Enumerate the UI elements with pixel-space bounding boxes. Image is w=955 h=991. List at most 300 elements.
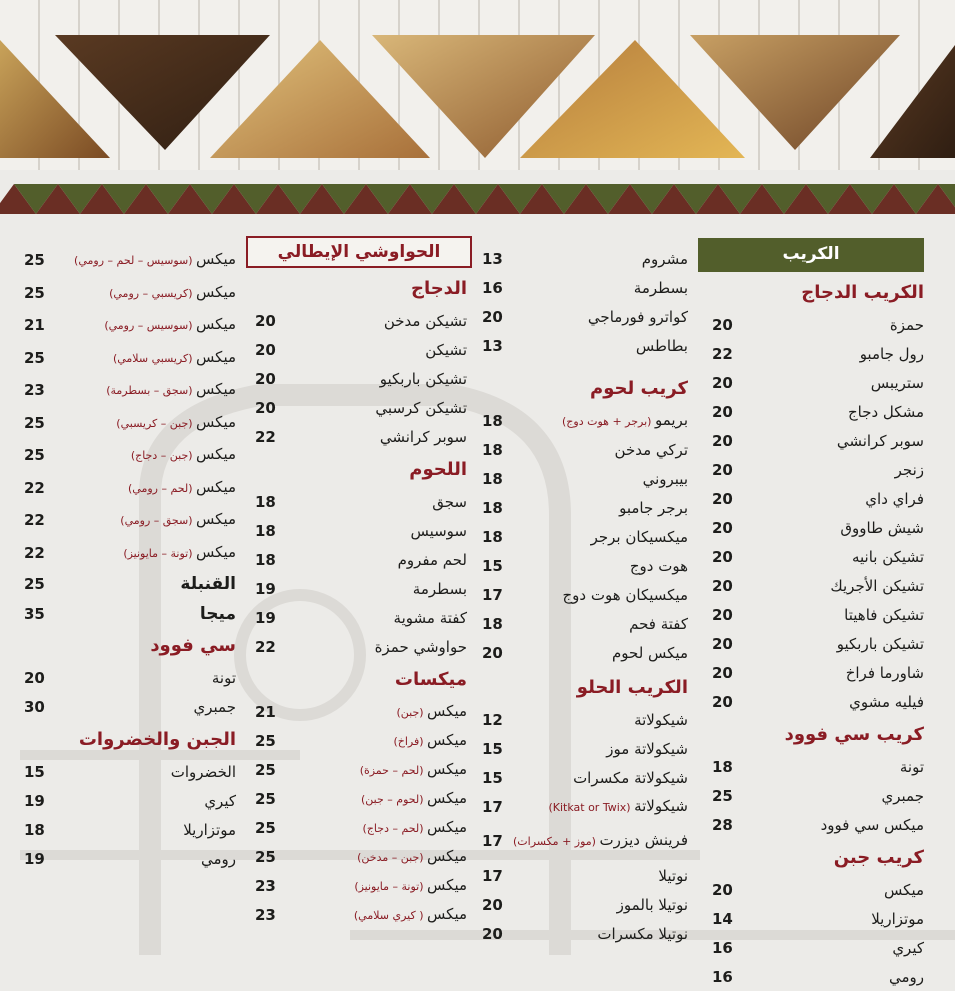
menu-item-name (360, 760, 467, 780)
item-name-text: جمبري (881, 786, 924, 805)
menu-item-price: 20 (24, 668, 45, 687)
menu-item (712, 933, 924, 962)
menu-item-name (617, 896, 688, 914)
menu-item-name (116, 413, 236, 433)
menu-item (24, 309, 236, 342)
menu-item-price: 20 (712, 489, 733, 508)
menu-item (255, 726, 467, 755)
item-name-text: تشيكن (425, 340, 467, 359)
menu-item-name (895, 461, 924, 479)
menu-item-price: 25 (255, 818, 276, 837)
item-name-text: جمبري (193, 697, 236, 716)
menu-item-name (106, 380, 236, 400)
menu-item-price: 13 (482, 249, 503, 268)
menu-item-price: 20 (712, 576, 733, 595)
menu-item-price: 21 (24, 316, 45, 335)
menu-item-name (619, 499, 688, 517)
item-note: ( كيري سلامي) (353, 908, 428, 922)
menu-item-name (123, 543, 236, 563)
menu-item (482, 244, 688, 273)
menu-item-name (573, 769, 688, 787)
menu-item-price: 20 (482, 643, 503, 662)
item-name-text: تركي مدخن (614, 440, 688, 459)
menu-item-name (597, 925, 688, 943)
section-heading: كريب سي فوود (784, 724, 924, 745)
item-name-text: ميكس (196, 445, 236, 464)
menu-item-name (658, 867, 688, 885)
item-name-text: ميكس (884, 880, 924, 899)
banner-photos (0, 0, 955, 170)
item-note: (جبن – دجاج) (130, 449, 197, 463)
menu-item-name (513, 831, 688, 851)
menu-item-price: 16 (712, 938, 733, 957)
menu-item (482, 331, 688, 360)
item-name-text: بيبروني (642, 469, 688, 488)
item-name-text: ميكس (427, 875, 467, 894)
menu-item-price: 22 (24, 478, 45, 497)
menu-item-price: 16 (712, 967, 733, 986)
item-name-text: نوتيلا بالموز (616, 895, 688, 914)
menu-item-name (113, 348, 236, 368)
menu-item-price: 19 (255, 608, 276, 627)
menu-item-price: 20 (712, 634, 733, 653)
menu-item (482, 861, 688, 890)
item-note: (لحم – حمزة) (359, 763, 428, 777)
menu-item (24, 374, 236, 407)
item-name-text: سوبر كرانشي (379, 427, 467, 446)
menu-item-name (396, 702, 467, 722)
item-note: (لحوم – جبن) (361, 792, 428, 806)
section-heading: الكريب الحلو (576, 677, 688, 698)
item-name-text: بسطرمة (412, 579, 467, 598)
section-title-crepe-label: الكريب (782, 244, 840, 264)
menu-item-name (615, 441, 688, 459)
item-name-text: الخضروات (170, 762, 236, 781)
menu-item (482, 705, 688, 734)
menu-item (712, 455, 924, 484)
menu-item-name (606, 740, 688, 758)
menu-item (712, 781, 924, 810)
menu-item-name (890, 316, 924, 334)
menu-item-price: 20 (482, 924, 503, 943)
menu-item-name (361, 789, 467, 809)
item-name-text: ميكس (427, 846, 467, 865)
section-heading: كريب لحوم (590, 378, 688, 399)
menu-item-price: 20 (255, 369, 276, 388)
menu-item-name (432, 493, 467, 511)
menu-column-hawawshi (255, 272, 467, 929)
menu-item (712, 571, 924, 600)
item-name-text: ميجا (199, 604, 236, 624)
section-title-crepe (698, 238, 924, 272)
menu-item (255, 306, 467, 335)
menu-item-price: 13 (482, 336, 503, 355)
menu-item-price: 20 (712, 692, 733, 711)
item-name-text: ميكس (427, 759, 467, 778)
menu-item-name (354, 905, 467, 925)
menu-item-price: 17 (482, 832, 503, 850)
menu-item (24, 692, 236, 721)
menu-item-name (180, 575, 236, 593)
item-name-text: رومي (888, 967, 924, 986)
menu-item-price: 25 (24, 575, 45, 593)
item-name-text: ميكس (196, 347, 236, 366)
item-name-text: ميكس (196, 380, 236, 399)
menu-item-name (882, 787, 925, 805)
menu-item-price: 20 (712, 547, 733, 566)
menu-item-price: 23 (255, 876, 276, 895)
item-name-text: ميكس (427, 730, 467, 749)
banner-photo-tri (690, 35, 900, 150)
menu-item-price: 25 (24, 446, 45, 465)
menu-item (24, 472, 236, 505)
item-name-text: ميكسيكان برجر (590, 527, 688, 546)
menu-column-mix (24, 244, 236, 873)
menu-item-price: 18 (482, 614, 503, 633)
item-name-text: تشيكن بانيه (851, 547, 924, 566)
item-name-text: زنجر (894, 460, 924, 479)
menu-item (482, 464, 688, 493)
menu-item (712, 368, 924, 397)
menu-item (24, 504, 236, 537)
menu-item (255, 364, 467, 393)
menu-item-price: 28 (712, 815, 733, 834)
item-name-text: رول جامبو (859, 344, 924, 363)
menu-item-name (900, 758, 924, 776)
menu-item-name (375, 638, 467, 656)
item-name-text: رومي (200, 849, 236, 868)
menu-item-name (634, 711, 688, 729)
item-name-text: فيليه مشوي (849, 692, 924, 711)
triangle-pattern-strip (0, 178, 955, 220)
menu-item-name (104, 315, 236, 335)
menu-item (712, 484, 924, 513)
menu-item-name (643, 470, 688, 488)
menu-item-price: 18 (255, 492, 276, 511)
menu-item (482, 551, 688, 580)
menu-item-name (591, 528, 688, 546)
item-name-text: شيكولاتة (634, 710, 688, 729)
item-name-text: كيري (892, 938, 924, 957)
menu-item-price: 15 (24, 762, 45, 781)
menu-item-name (393, 731, 467, 751)
menu-item (712, 426, 924, 455)
menu-item (255, 697, 467, 726)
menu-item-price: 18 (24, 820, 45, 839)
menu-item (24, 786, 236, 815)
menu-item-price: 20 (255, 340, 276, 359)
menu-item-price: 20 (482, 895, 503, 914)
menu-item-name (394, 609, 467, 627)
item-name-text: مشكل دجاج (847, 402, 924, 421)
menu-item-price: 19 (255, 579, 276, 598)
menu-column-crepe (712, 276, 924, 991)
menu-item (255, 393, 467, 422)
menu-item (712, 962, 924, 991)
item-name-text: تشيكن باربكيو (379, 369, 467, 388)
menu-item (712, 875, 924, 904)
menu-item (712, 542, 924, 571)
menu-item-price: 17 (482, 585, 503, 604)
section-heading: الجبن والخضروات (78, 729, 236, 750)
menu-item (482, 919, 688, 948)
item-name-text: سوسيس (410, 521, 467, 540)
menu-item (24, 537, 236, 570)
menu-item-name (357, 847, 467, 867)
menu-item-name (354, 876, 467, 896)
item-name-text: ميكس (196, 477, 236, 496)
menu-item (24, 342, 236, 375)
menu-item-name (363, 818, 467, 838)
menu-item (482, 763, 688, 792)
item-note: (سوسيس – لحم – رومي) (74, 254, 197, 268)
menu-item (255, 574, 467, 603)
menu-item-name (413, 580, 467, 598)
section-heading: اللحوم (409, 459, 467, 480)
menu-item (482, 609, 688, 638)
item-name-text: ميكس (196, 542, 236, 561)
item-name-text: كفتة فحم (629, 614, 688, 633)
item-name-text: ميكس (196, 510, 236, 529)
menu-item (255, 900, 467, 929)
item-name-text: مشروم (641, 249, 688, 268)
menu-item (255, 335, 467, 364)
item-name-text: شيش طاووق (840, 518, 924, 537)
menu-item (24, 277, 236, 310)
menu-item (255, 603, 467, 632)
menu-item-name (200, 605, 236, 623)
menu-item (482, 638, 688, 667)
menu-item-price: 20 (712, 402, 733, 421)
menu-item (255, 422, 467, 451)
menu-item-name (74, 250, 236, 270)
item-name-text: حواوشي حمزة (374, 637, 467, 656)
menu-item-price: 18 (482, 440, 503, 459)
item-name-text: تشيكن باربكيو (836, 634, 924, 653)
item-name-text: ميكسيكان هوت دوج (562, 585, 688, 604)
menu-item (255, 784, 467, 813)
item-name-text: تشيكن مدخن (383, 311, 467, 330)
food-photo-banner (0, 0, 955, 170)
menu-item-name (844, 606, 924, 624)
menu-item-name (871, 374, 924, 392)
menu-item-price: 18 (482, 469, 503, 488)
menu-item-name (892, 939, 924, 957)
menu-item-price: 18 (482, 527, 503, 546)
menu-item (255, 632, 467, 661)
menu-item-name (171, 763, 236, 781)
menu-item-price: 23 (255, 905, 276, 924)
menu-item-price: 14 (712, 909, 733, 928)
menu-item-name (548, 797, 688, 817)
item-name-text: ميكس (196, 282, 236, 301)
menu-item-price: 25 (255, 731, 276, 750)
menu-item (255, 755, 467, 784)
menu-item (712, 687, 924, 716)
menu-item-name (410, 522, 467, 540)
menu-item-name (821, 816, 924, 834)
menu-item (24, 844, 236, 873)
item-note: (جبن) (396, 705, 428, 719)
item-note: (كريسبي سلامي) (112, 351, 197, 365)
menu-item-price: 12 (482, 710, 503, 729)
menu-item-price: 18 (712, 757, 733, 776)
menu-item-price: 20 (712, 880, 733, 899)
menu-item-price: 20 (712, 663, 733, 682)
menu-item-name (212, 669, 236, 687)
menu-item-name (849, 693, 924, 711)
item-name-text: نوتيلا مكسرات (597, 924, 688, 943)
section-heading: سي فوود (150, 635, 236, 656)
banner-photo-tri (870, 45, 955, 158)
menu-item-name (380, 370, 467, 388)
menu-item-price: 20 (712, 315, 733, 334)
menu-item (482, 734, 688, 763)
menu-item-name (128, 478, 236, 498)
menu-item (24, 439, 236, 472)
menu-item-price: 18 (255, 521, 276, 540)
menu-item-price: 22 (24, 511, 45, 530)
menu-item (712, 310, 924, 339)
menu-item-name (852, 548, 924, 566)
menu-item-name (840, 519, 924, 537)
menu-item (24, 757, 236, 786)
item-name-text: ميكس سي فوود (820, 815, 924, 834)
menu-item (482, 493, 688, 522)
menu-item-name (380, 428, 467, 446)
section-heading: ميكسات (394, 669, 467, 690)
menu-item-price: 20 (712, 373, 733, 392)
menu-item (482, 302, 688, 331)
menu-item (712, 513, 924, 542)
menu-item-name (860, 345, 924, 363)
section-title-hawawshi (246, 236, 472, 268)
menu-item-name (131, 445, 236, 465)
item-name-text: ميكس (427, 701, 467, 720)
menu-item-name (865, 490, 924, 508)
menu-item-price: 22 (712, 344, 733, 363)
item-name-text: بطاطس (635, 336, 688, 355)
item-note: (فراخ) (393, 734, 428, 748)
item-name-text: فرينش ديزرت (599, 831, 688, 849)
item-name-text: ميكس (196, 250, 236, 269)
item-name-text: كيري (204, 791, 236, 810)
item-note: (تونة – مايونيز) (123, 546, 197, 560)
item-name-text: تشيكن فاهيتا (844, 605, 924, 624)
menu-column-crepe-meat-sweet (482, 244, 688, 948)
menu-item (482, 406, 688, 435)
menu-item-name (425, 341, 467, 359)
item-name-text: نوتيلا (658, 866, 688, 885)
menu-item (712, 810, 924, 839)
menu-item-name (889, 968, 924, 986)
menu-item-name (109, 283, 236, 303)
menu-item-price: 21 (255, 702, 276, 721)
menu-item-name (201, 850, 236, 868)
menu-item-price: 15 (482, 556, 503, 575)
menu-item-price: 18 (255, 550, 276, 569)
menu-item (712, 904, 924, 933)
menu-item (24, 407, 236, 440)
item-name-text: ميكس لحوم (611, 643, 688, 662)
item-name-text: بسطرمة (633, 278, 688, 297)
menu-item-price: 25 (24, 251, 45, 270)
menu-item-price: 20 (712, 460, 733, 479)
menu-item-name (375, 399, 467, 417)
menu-item-price: 25 (712, 786, 733, 805)
menu-item (482, 890, 688, 919)
menu-item-name (642, 250, 688, 268)
menu-item-name (629, 615, 688, 633)
item-name-text: القنبلة (180, 574, 236, 594)
item-name-text: تشيكن كرسبي (375, 398, 467, 417)
item-name-text: ميكس (427, 817, 467, 836)
item-name-text: موتزاريلا (183, 820, 236, 839)
menu-item (255, 813, 467, 842)
item-name-text: بريمو (654, 410, 688, 429)
menu-item (24, 599, 236, 629)
item-note: (لحم – دجاج) (362, 821, 428, 835)
item-name-text: ميكس (427, 788, 467, 807)
menu-item-name (612, 644, 688, 662)
item-name-text: شيكولاتة (634, 796, 688, 815)
menu-item-name (588, 308, 688, 326)
item-note: (سجق – بسطرمة) (106, 384, 197, 398)
menu-item-price: 19 (24, 849, 45, 868)
menu-item-name (398, 551, 467, 569)
menu-item (482, 522, 688, 551)
menu-item-price: 20 (712, 518, 733, 537)
item-name-text: سجق (432, 492, 467, 511)
item-name-text: موتزاريلا (871, 909, 924, 928)
menu-item-price: 20 (482, 307, 503, 326)
item-name-text: لحم مفروم (397, 550, 467, 569)
item-note: (برجر + هوت دوج) (562, 414, 655, 428)
item-note: (تونة – مايونيز) (354, 879, 428, 893)
menu-item-price: 15 (482, 768, 503, 787)
menu-item-price: 22 (24, 543, 45, 562)
menu-item-price: 20 (712, 605, 733, 624)
menu-item-name (562, 586, 688, 604)
item-note: (سوسيس – رومي) (104, 319, 197, 333)
menu-item (482, 792, 688, 821)
menu-item-price: 20 (712, 431, 733, 450)
item-name-text: كفتة مشوية (393, 608, 467, 627)
menu-item (482, 580, 688, 609)
menu-item-price: 16 (482, 278, 503, 297)
item-name-text: ميكس (427, 904, 467, 923)
menu-item-price: 22 (255, 637, 276, 656)
menu-item-name (194, 698, 237, 716)
menu-item (482, 821, 688, 861)
menu-item-name (120, 510, 236, 530)
menu-item (255, 545, 467, 574)
menu-item-price: 23 (24, 381, 45, 400)
menu-item-price: 22 (255, 427, 276, 446)
menu-item (712, 600, 924, 629)
item-note: (موز + مكسرات) (513, 835, 600, 848)
item-note: (سجق – رومي) (120, 514, 197, 528)
menu-item-price: 25 (24, 413, 45, 432)
menu-item-price: 17 (482, 797, 503, 816)
menu-item-price: 25 (255, 760, 276, 779)
item-name-text: سوبر كرانشي (836, 431, 924, 450)
item-note: (جبن – مدخن) (357, 850, 428, 864)
item-note: (لحم – رومي) (128, 481, 197, 495)
menu-item (24, 815, 236, 844)
menu-item (712, 629, 924, 658)
menu-item-price: 15 (482, 739, 503, 758)
